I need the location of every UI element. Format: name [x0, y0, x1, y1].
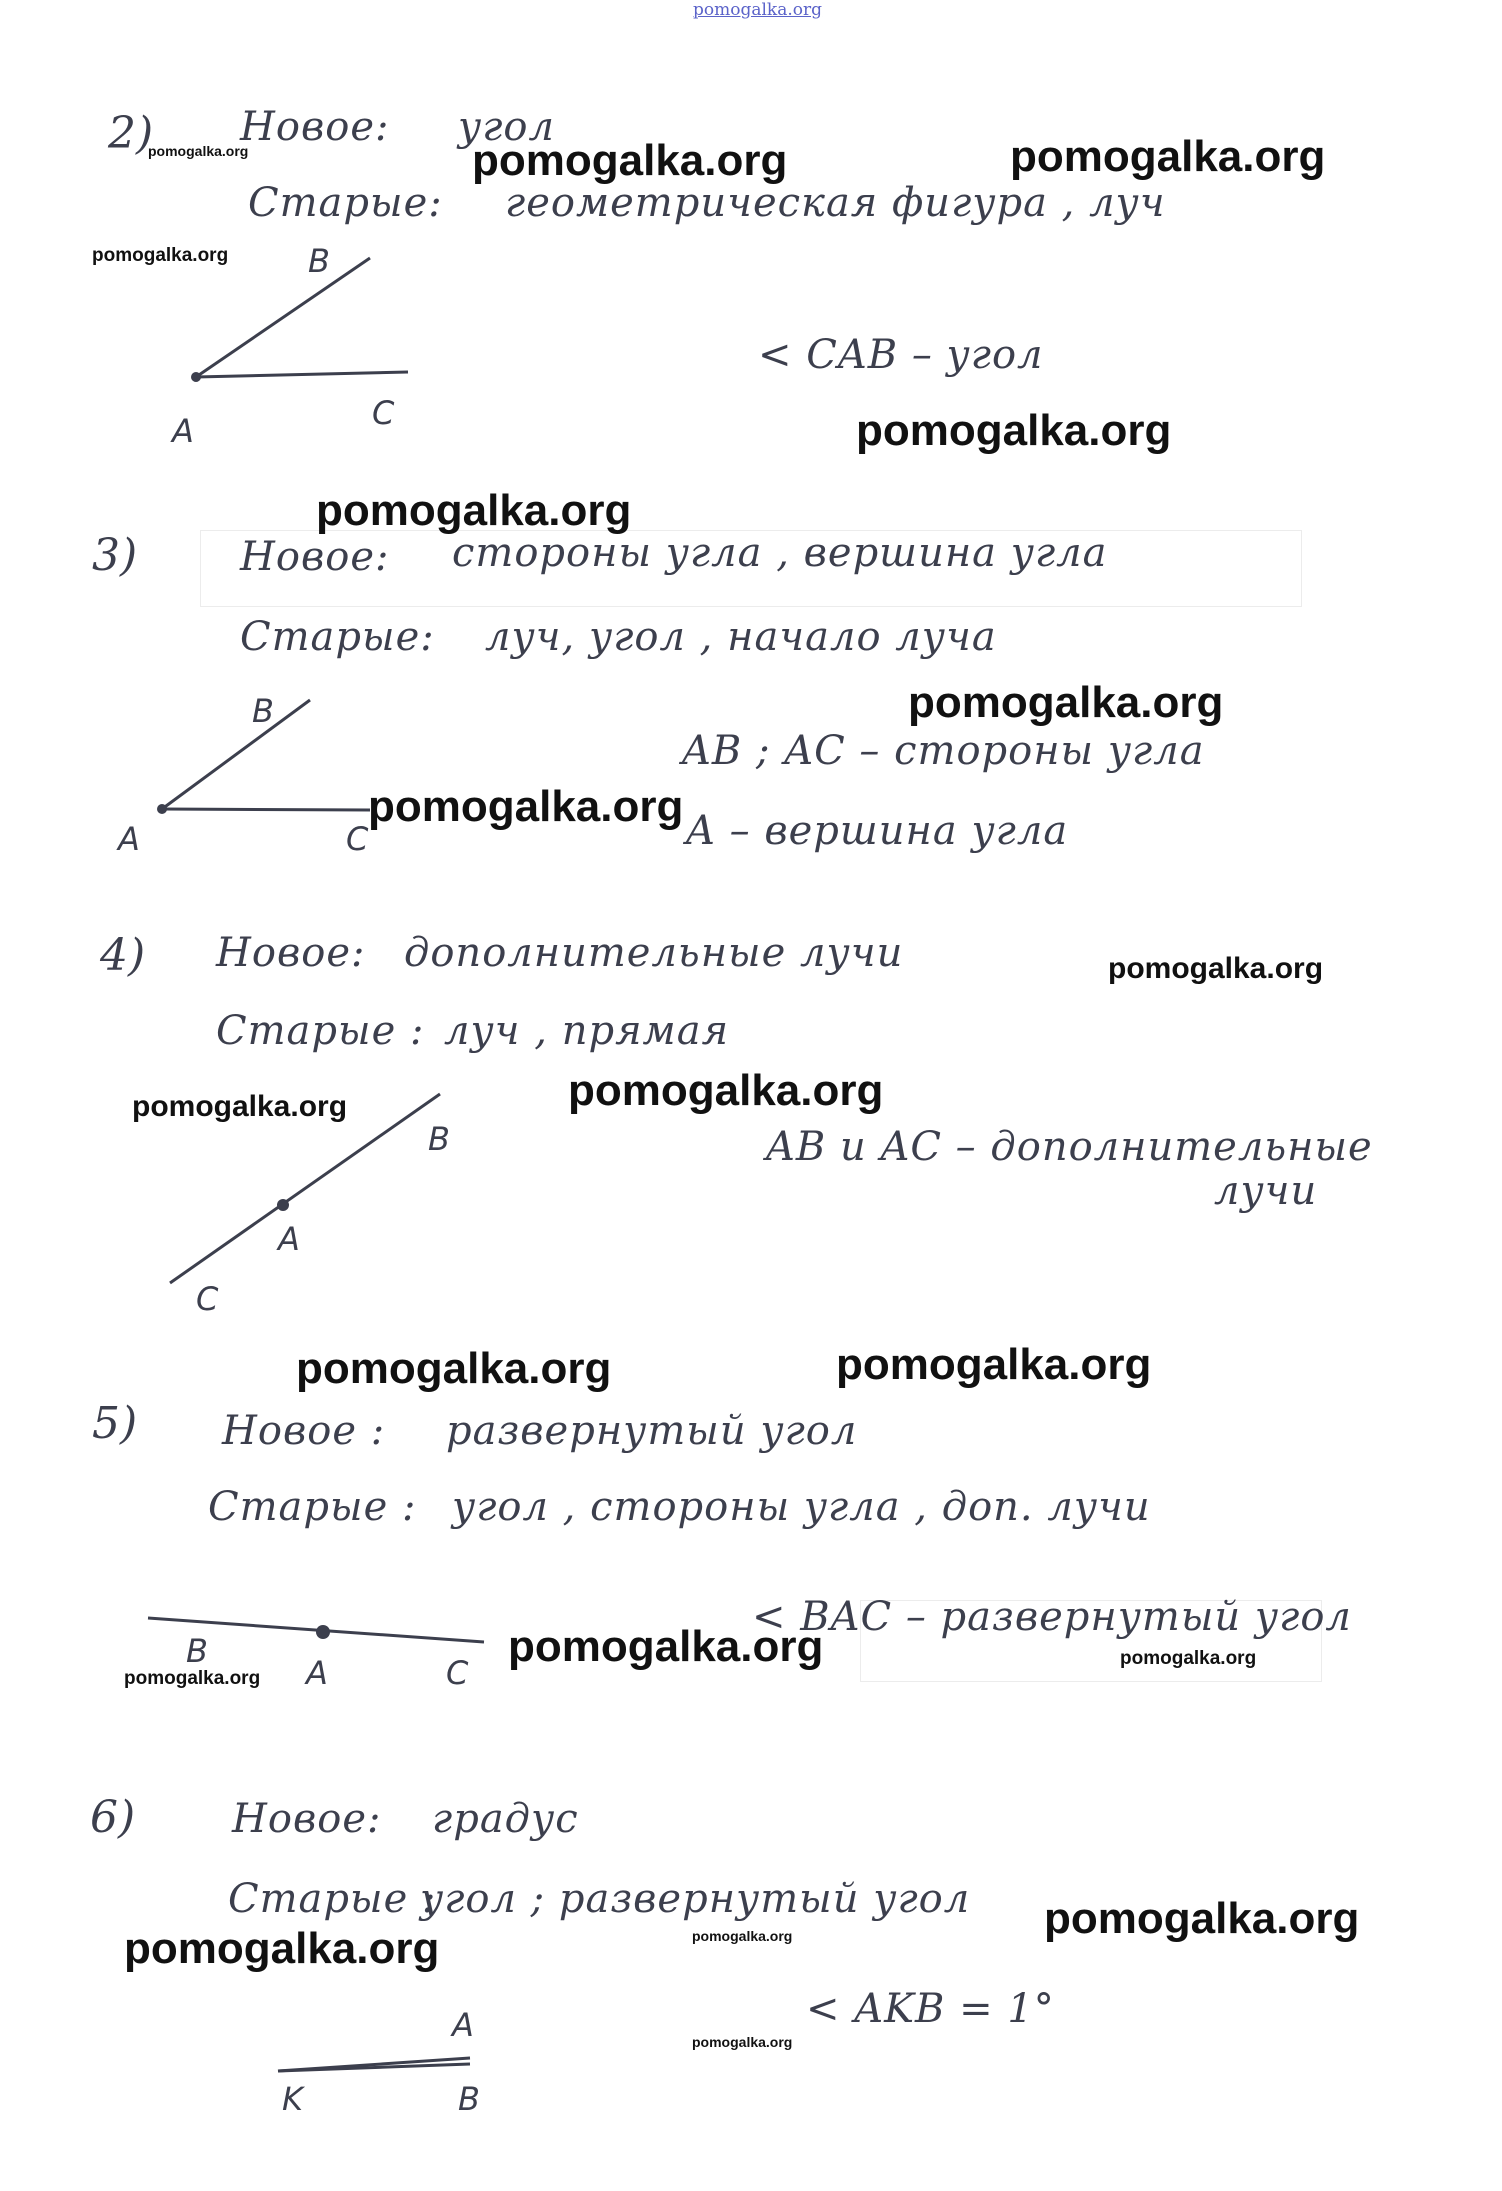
- item-3-new-value: стороны угла , вершина угла: [452, 530, 1108, 576]
- item-4-note-2: лучи: [1214, 1168, 1318, 1214]
- item-3-label-a: A: [118, 820, 140, 858]
- watermark: pomogalka.org: [692, 1928, 793, 1944]
- watermark: pomogalka.org: [1044, 1894, 1360, 1943]
- watermark: pomogalka.org: [148, 143, 249, 159]
- item-2-new-label: Новое:: [240, 104, 390, 150]
- header-watermark: pomogalka.org: [693, 0, 823, 20]
- watermark: pomogalka.org: [296, 1344, 612, 1393]
- item-5-label-c: C: [446, 1654, 469, 1692]
- watermark: pomogalka.org: [856, 406, 1172, 455]
- ray-ab-3: [162, 700, 310, 809]
- item-4-new-value: дополнительные лучи: [404, 930, 904, 976]
- item-4-note-1: AB и AC – дополнительные: [766, 1124, 1373, 1170]
- item-5-number: 5): [92, 1398, 138, 1449]
- item-4-label-c: C: [196, 1280, 219, 1318]
- item-6-label-b: B: [458, 2080, 480, 2118]
- ray-ac-2: [196, 372, 408, 377]
- watermark: pomogalka.org: [472, 136, 788, 185]
- item-2-note: < CAB – угол: [758, 332, 1044, 378]
- item-5-old-value: угол , стороны угла , доп. лучи: [452, 1484, 1151, 1530]
- item-2-number: 2): [108, 108, 154, 159]
- item-4-label-b: B: [428, 1120, 450, 1158]
- watermark: pomogalka.org: [692, 2034, 793, 2050]
- item-3-note-1: AB ; AC – стороны угла: [682, 728, 1205, 774]
- watermark: pomogalka.org: [508, 1622, 824, 1671]
- item-6-note: < AKB = 1°: [806, 1986, 1055, 2032]
- item-5-note: < BAC – развернутый угол: [752, 1594, 1352, 1640]
- item-4-old-label: Старые :: [216, 1008, 425, 1054]
- item-6-number: 6): [90, 1792, 136, 1843]
- item-2-label-a: A: [172, 412, 194, 450]
- watermark: pomogalka.org: [1010, 132, 1326, 181]
- point-a-5: [316, 1625, 330, 1639]
- watermark: pomogalka.org: [316, 486, 632, 535]
- item-4-new-label: Новое:: [216, 930, 366, 976]
- item-5-old-label: Старые :: [208, 1484, 417, 1530]
- item-3-old-label: Старые:: [240, 614, 435, 660]
- item-6-old-value: угол ; развернутый угол: [420, 1876, 971, 1922]
- item-4-old-value: луч , прямая: [444, 1008, 730, 1054]
- watermark: pomogalka.org: [368, 782, 684, 831]
- ray-ac-3: [162, 809, 370, 810]
- watermark: pomogalka.org: [124, 1668, 261, 1689]
- vertex-a-2: [191, 372, 201, 382]
- watermark: pomogalka.org: [124, 1924, 440, 1973]
- item-3-note-2: A – вершина угла: [686, 808, 1069, 854]
- item-3-new-label: Новое:: [240, 534, 390, 580]
- item-5-new-label: Новое :: [222, 1408, 386, 1454]
- item-3-old-value: луч, угол , начало луча: [485, 614, 997, 660]
- item-3-number: 3): [92, 530, 138, 581]
- item-6-old-label: Старые :: [228, 1876, 437, 1922]
- item-3-label-c: C: [346, 820, 369, 858]
- item-4-label-a: A: [278, 1220, 300, 1258]
- watermark: pomogalka.org: [1120, 1648, 1257, 1669]
- item-6-new-label: Новое:: [232, 1796, 382, 1842]
- item-6-label-a: A: [452, 2006, 474, 2044]
- watermark: pomogalka.org: [908, 678, 1224, 727]
- point-a-4: [277, 1199, 289, 1211]
- item-2-label-b: B: [308, 242, 330, 280]
- vertex-a-3: [157, 804, 167, 814]
- item-4-number: 4): [100, 930, 146, 981]
- watermark: pomogalka.org: [92, 245, 229, 266]
- item-2-old-label: Старые:: [248, 180, 443, 226]
- ray-ab-2: [196, 258, 370, 377]
- watermark: pomogalka.org: [568, 1066, 884, 1115]
- item-5-label-a: A: [306, 1654, 328, 1692]
- item-3-label-b: B: [252, 692, 274, 730]
- item-5-new-value: развернутый угол: [446, 1408, 858, 1454]
- watermark: pomogalka.org: [1108, 952, 1324, 985]
- watermark: pomogalka.org: [132, 1090, 348, 1123]
- item-2-old-value: геометрическая фигура , луч: [505, 180, 1166, 226]
- item-2-new-value: угол: [458, 104, 555, 150]
- item-2-label-c: C: [372, 394, 395, 432]
- item-6-label-k: K: [282, 2080, 303, 2118]
- item-6-new-value: градус: [432, 1796, 579, 1842]
- item-5-label-b: B: [186, 1632, 208, 1670]
- watermark: pomogalka.org: [836, 1340, 1152, 1389]
